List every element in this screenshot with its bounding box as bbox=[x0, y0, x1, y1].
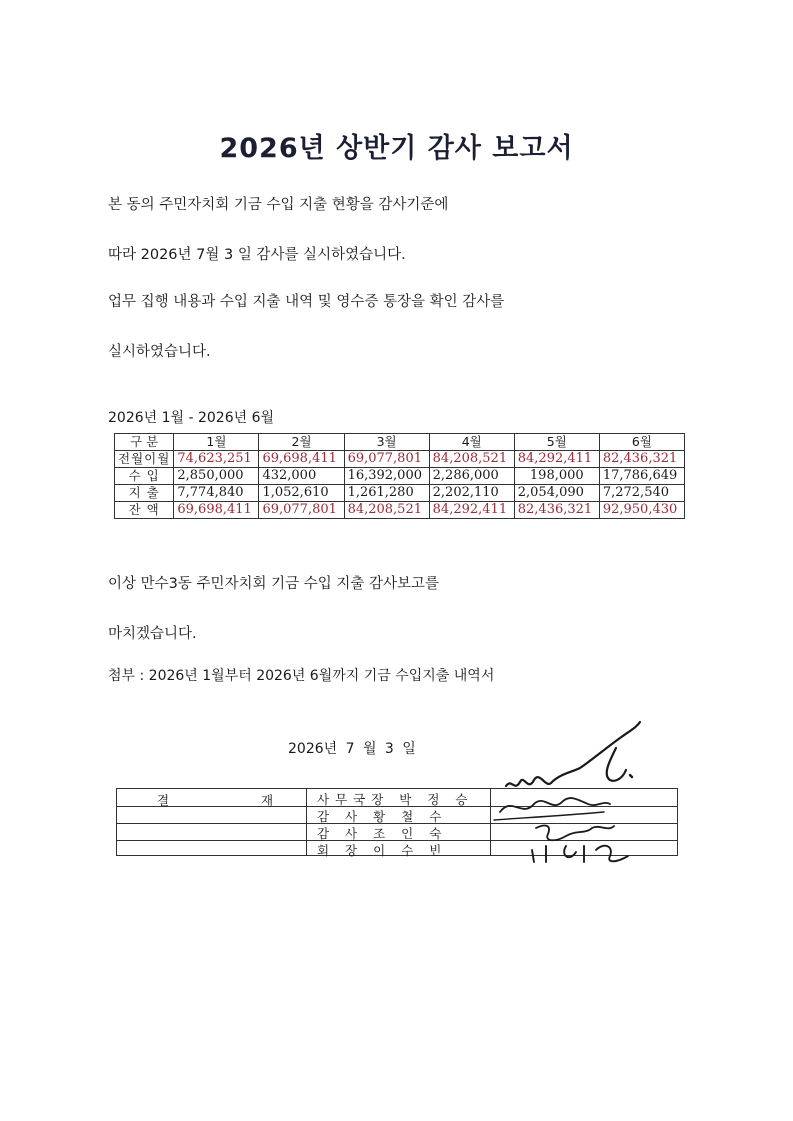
table-cell: 2,286,000 bbox=[429, 468, 514, 485]
table-cell: 2,054,090 bbox=[514, 485, 599, 502]
table-cell: 69,077,801 bbox=[344, 451, 429, 468]
table-row bbox=[115, 451, 685, 468]
closing-line-2: 마치겠습니다. bbox=[108, 626, 197, 642]
header-month: 2월 bbox=[259, 434, 344, 451]
intro-line-2: 따라 2026년 7월 3 일 감사를 실시하였습니다. bbox=[108, 247, 406, 263]
table-cell: 17,786,649 bbox=[599, 468, 684, 485]
approval-divider bbox=[490, 789, 491, 855]
table-cell: 1,261,280 bbox=[344, 485, 429, 502]
table-cell: 432,000 bbox=[259, 468, 344, 485]
table-row bbox=[115, 468, 685, 485]
table-cell: 69,698,411 bbox=[174, 502, 259, 519]
table-cell: 2,202,110 bbox=[429, 485, 514, 502]
table-cell: 69,698,411 bbox=[259, 451, 344, 468]
table-cell: 7,774,840 bbox=[174, 485, 259, 502]
audit-period: 2026년 1월 - 2026년 6월 bbox=[108, 410, 275, 426]
page-title: 2026년 상반기 감사 보고서 bbox=[219, 133, 574, 164]
approval-role: 감 사 황 철 수 bbox=[317, 809, 448, 824]
table-cell: 84,292,411 bbox=[429, 502, 514, 519]
table-cell: 92,950,430 bbox=[599, 502, 684, 519]
table-cell: 74,623,251 bbox=[174, 451, 259, 468]
header-month: 1월 bbox=[174, 434, 259, 451]
row-label: 수 입 bbox=[115, 468, 174, 485]
audit-table bbox=[114, 433, 685, 519]
approval-role: 사무국장 박 정 승 bbox=[317, 792, 474, 807]
signature-secretary bbox=[607, 748, 626, 781]
table-cell: 84,292,411 bbox=[514, 451, 599, 468]
table-row bbox=[115, 485, 685, 502]
report-date: 2026년 7 월 3 일 bbox=[288, 741, 416, 757]
table-cell: 84,208,521 bbox=[429, 451, 514, 468]
intro-line-4: 실시하였습니다. bbox=[108, 344, 211, 360]
row-label: 잔 액 bbox=[115, 502, 174, 519]
table-cell: 2,850,000 bbox=[174, 468, 259, 485]
header-month: 5월 bbox=[514, 434, 599, 451]
table-cell: 7,272,540 bbox=[599, 485, 684, 502]
table-cell: 198,000 bbox=[514, 468, 599, 485]
approval-box bbox=[116, 788, 678, 856]
header-month: 4월 bbox=[429, 434, 514, 451]
table-cell: 1,052,610 bbox=[259, 485, 344, 502]
approval-header: 결 재 bbox=[157, 793, 318, 808]
intro-line-1: 본 동의 주민자치회 기금 수입 지출 현황을 감사기준에 bbox=[108, 197, 449, 213]
signature-secretary bbox=[506, 722, 640, 786]
table-row bbox=[115, 502, 685, 519]
closing-line-1: 이상 만수3동 주민자치회 기금 수입 지출 감사보고를 bbox=[108, 576, 440, 592]
header-month: 6월 bbox=[599, 434, 684, 451]
row-label: 지 출 bbox=[115, 485, 174, 502]
row-label: 전월이월 bbox=[115, 451, 174, 468]
signature-secretary bbox=[630, 775, 632, 777]
table-cell: 69,077,801 bbox=[259, 502, 344, 519]
table-cell: 16,392,000 bbox=[344, 468, 429, 485]
header-category: 구 분 bbox=[115, 434, 174, 451]
header-month: 3월 bbox=[344, 434, 429, 451]
table-cell: 82,436,321 bbox=[514, 502, 599, 519]
approval-role: 감 사 조 인 숙 bbox=[317, 826, 448, 841]
table-cell: 84,208,521 bbox=[344, 502, 429, 519]
intro-line-3: 업무 집행 내용과 수입 지출 내역 및 영수증 통장을 확인 감사를 bbox=[108, 294, 505, 310]
approval-role: 회 장 이 수 빈 bbox=[317, 843, 448, 858]
table-header-row bbox=[115, 434, 685, 451]
attachment-note: 첨부 : 2026년 1월부터 2026년 6월까지 기금 수입지출 내역서 bbox=[108, 668, 495, 684]
table-cell: 82,436,321 bbox=[599, 451, 684, 468]
